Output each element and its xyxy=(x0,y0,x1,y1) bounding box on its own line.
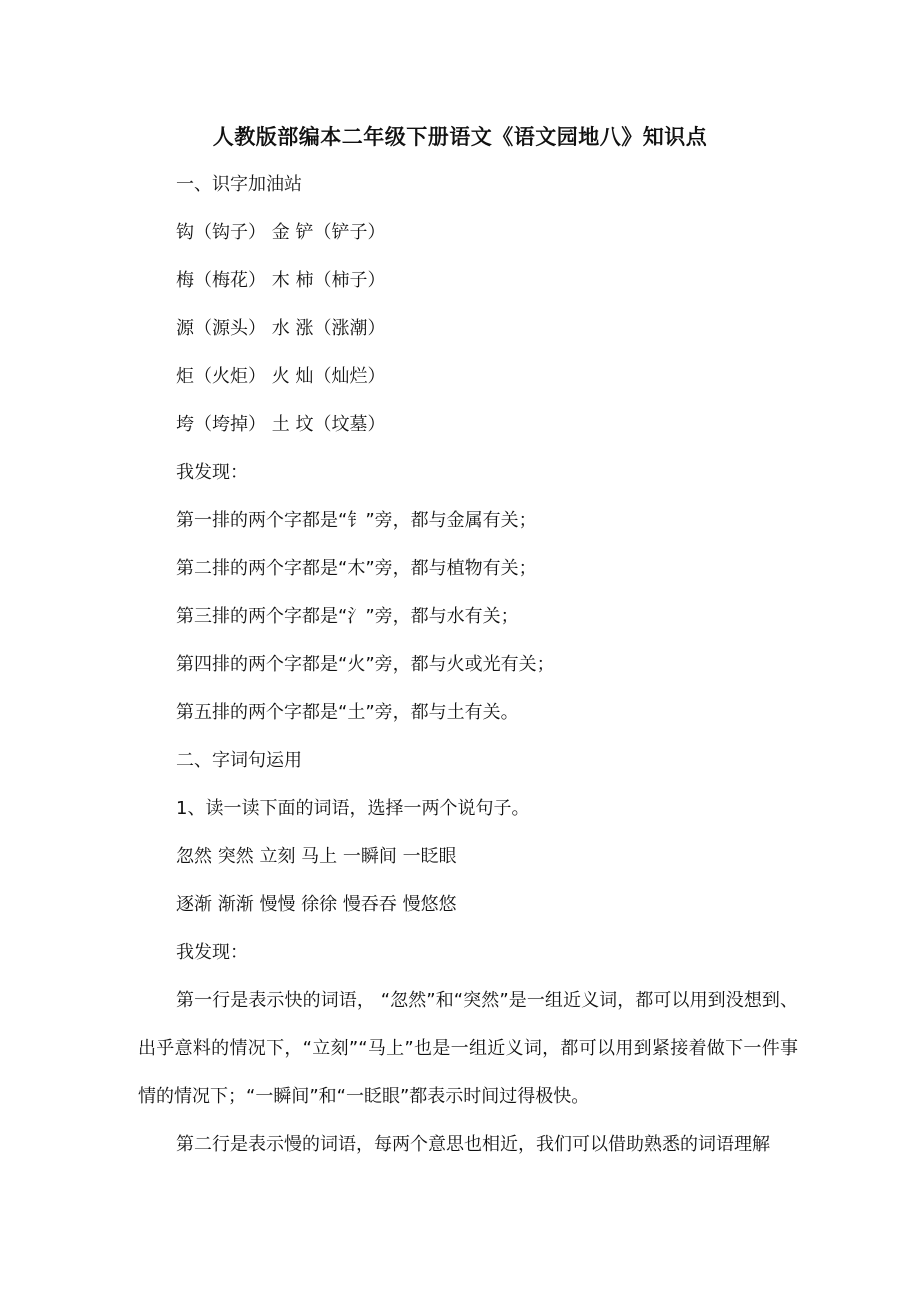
finding-row-5: 第五排的两个字都是“土”旁，都与土有关。 xyxy=(176,702,519,723)
character-row-metal: 钩（钩子） 金 铲（铲子） xyxy=(176,222,386,243)
page-title: 人教版部编本二年级下册语文《语文园地八》知识点 xyxy=(212,125,708,149)
finding-row-1: 第一排的两个字都是“钅”旁，都与金属有关； xyxy=(176,510,537,531)
character-row-wood: 梅（梅花） 木 柿（柿子） xyxy=(176,270,386,291)
finding-row-4: 第四排的两个字都是“火”旁，都与火或光有关； xyxy=(176,654,555,675)
word-group-fast: 忽然 突然 立刻 马上 一瞬间 一眨眼 xyxy=(176,846,457,867)
discovery-label: 我发现： xyxy=(176,462,248,483)
character-row-earth: 垮（垮掉） 土 坟（坟墓） xyxy=(176,414,386,435)
character-row-water: 源（源头） 水 涨（涨潮） xyxy=(176,318,386,339)
exercise-instruction: 1、读一读下面的词语，选择一两个说句子。 xyxy=(176,798,530,819)
finding-row-3: 第三排的两个字都是“氵”旁，都与水有关； xyxy=(176,606,519,627)
section-heading-word-usage: 二、字词句运用 xyxy=(176,750,302,771)
explanation-paragraph-slow: 第二行是表示慢的词语，每两个意思也相近，我们可以借助熟悉的词语理解 xyxy=(176,1134,770,1155)
finding-row-2: 第二排的两个字都是“木”旁，都与植物有关； xyxy=(176,558,537,579)
character-row-fire: 炬（火炬） 火 灿（灿烂） xyxy=(176,366,386,387)
section-heading-literacy: 一、识字加油站 xyxy=(176,174,302,195)
word-group-slow: 逐渐 渐渐 慢慢 徐徐 慢吞吞 慢悠悠 xyxy=(176,894,457,915)
discovery-label-2: 我发现： xyxy=(176,942,248,963)
explanation-paragraph-fast: 第一行是表示快的词语， “忽然”和“突然”是一组近义词，都可以用到没想到、出乎意料的情况下，“立刻”“马上”也是一组近义词，都可以用到紧接着做下一件事情的情况下；“一瞬间”和“一眨眼”都表示时间过得极快。 xyxy=(138,990,798,1107)
